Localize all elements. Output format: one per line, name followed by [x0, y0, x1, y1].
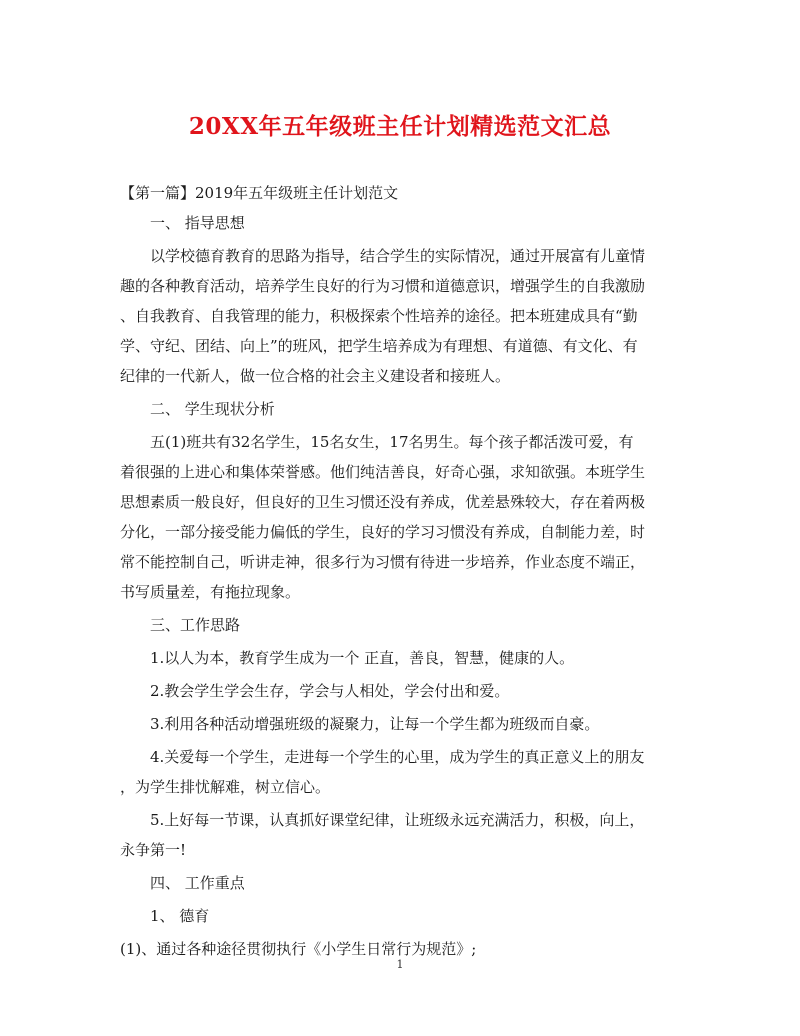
heading-work-focus: 四、 工作重点 [150, 874, 245, 892]
list-item-line: ，为学生排忧解难，树立信心。 [120, 778, 331, 796]
page-number: 1 [396, 958, 404, 971]
paragraph-line: 趣的各种教育活动，培养学生良好的行为习惯和道德意识，增强学生的自我激励 [120, 277, 646, 295]
paragraph-line: 纪律的一代新人，做一位合格的社会主义建设者和接班人。 [120, 367, 511, 385]
paragraph-line: 思想素质一般良好，但良好的卫生习惯还没有养成，优差悬殊较大，存在着两极 [120, 493, 646, 511]
document-title: 20XX年五年级班主任计划精选范文汇总 [188, 113, 612, 140]
document-body [120, 178, 680, 964]
subheading-item: (1)、通过各种途径贯彻执行《小学生日常行为规范》; [120, 940, 477, 958]
list-item-4 [120, 742, 680, 802]
paragraph-line: 以学校德育教育的思路为指导，结合学生的实际情况，通过开展富有儿童情 [150, 247, 646, 265]
heading-guiding-ideology: 一、 指导思想 [150, 214, 245, 232]
heading-student-analysis: 二、 学生现状分析 [150, 400, 275, 418]
list-item-line: 1.以人为本，教育学生成为一个 正直，善良，智慧，健康的人。 [150, 649, 575, 667]
heading-work-ideas: 三、工作思路 [150, 616, 241, 634]
section-label: 【第一篇】2019年五年级班主任计划范文 [120, 184, 399, 202]
paragraph-line: 五(1)班共有32名学生，15名女生，17名男生。每个孩子都活泼可爱，有 [150, 433, 634, 451]
paragraph-student-analysis [120, 427, 680, 607]
list-item-1 [120, 643, 680, 673]
list-item-line: 永争第一! [120, 841, 187, 859]
paragraph-line: 着很强的上进心和集体荣誉感。他们纯洁善良，好奇心强，求知欲强。本班学生 [120, 463, 646, 481]
paragraph-line: 分化，一部分接受能力偏低的学生，良好的学习习惯没有养成，自制能力差，时 [120, 523, 646, 541]
list-item-3 [120, 709, 680, 739]
list-item-line: 5.上好每一节课，认真抓好课堂纪律，让班级永远充满活力，积极，向上， [150, 811, 645, 829]
paragraph-line: 书写质量差，有拖拉现象。 [120, 583, 301, 601]
list-item-5 [120, 805, 680, 865]
list-item-2 [120, 676, 680, 706]
paragraph-line: 常不能控制自己，听讲走神，很多行为习惯有待进一步培养，作业态度不端正， [120, 553, 646, 571]
list-item-line: 3.利用各种活动增强班级的凝聚力，让每一个学生都为班级而自豪。 [150, 715, 600, 733]
list-item-line: 4.关爱每一个学生，走进每一个学生的心里，成为学生的真正意义上的朋友 [150, 748, 645, 766]
list-item-line: 2.教会学生学会生存，学会与人相处，学会付出和爱。 [150, 682, 510, 700]
paragraph-guiding-ideology [120, 241, 680, 391]
paragraph-line: 、自我教育、自我管理的能力，积极探索个性培养的途径。把本班建成具有“勤 [120, 307, 638, 325]
subheading-moral-education: 1、 德育 [150, 907, 210, 925]
paragraph-line: 学、守纪、团结、向上”的班风，把学生培养成为有理想、有道德、有文化、有 [120, 337, 638, 355]
